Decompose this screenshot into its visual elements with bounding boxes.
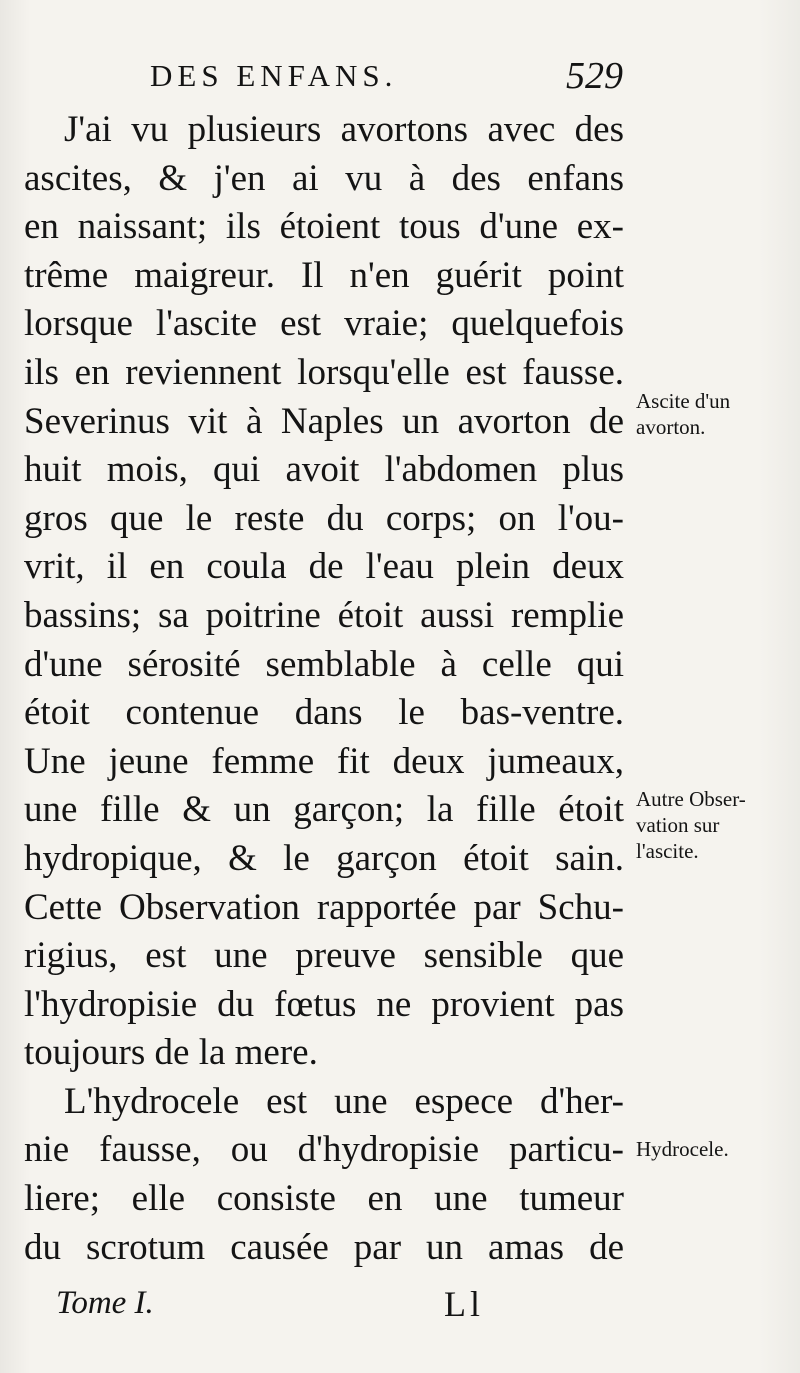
text-line: Cette Observation rapportée par Schu- (24, 886, 624, 928)
text-line: trême maigreur. Il n'en guérit point (24, 254, 624, 296)
margin-note-ascite-avorton (636, 388, 796, 440)
text-line: hydropique, & le garçon étoit sain. (24, 837, 624, 879)
text-line: gros que le reste du corps; on l'ou- (24, 497, 624, 539)
margin-note-line: l'ascite. (636, 839, 699, 863)
page-number: 529 (566, 55, 623, 97)
signature-mark: Ll (444, 1284, 484, 1324)
text-line: l'hydropisie du fœtus ne provient pas (24, 983, 624, 1025)
text-line: L'hydrocele est une espece d'her- (64, 1080, 624, 1122)
text-line: étoit contenue dans le bas-ventre. (24, 692, 624, 734)
text-line: liere; elle consiste en une tumeur (24, 1178, 624, 1220)
margin-note-hydrocele (636, 1136, 796, 1162)
text-line: nie fausse, ou d'hydropisie particu- (24, 1129, 624, 1171)
margin-note-line: Hydrocele. (636, 1137, 729, 1161)
margin-note-line: Autre Obser- (636, 787, 746, 811)
margin-note-line: vation sur (636, 813, 720, 837)
text-line: J'ai vu plusieurs avortons avec des (64, 109, 624, 150)
text-line: d'une sérosité semblable à celle qui (24, 643, 624, 685)
volume-label: Tome I. (56, 1285, 154, 1321)
running-title: DES ENFANS. (150, 58, 398, 93)
text-line: bassins; sa poitrine étoit aussi remplie (24, 594, 624, 636)
text-line: toujours de la mere. (24, 1032, 318, 1074)
text-line: une fille & un garçon; la fille étoit (24, 789, 624, 831)
text-line: du scrotum causée par un amas de (24, 1226, 624, 1268)
text-line: vrit, il en coula de l'eau plein deux (24, 546, 624, 588)
text-line: ils en reviennent lorsqu'elle est fausse. (24, 351, 624, 393)
text-line: Une jeune femme fit deux jumeaux, (24, 740, 624, 782)
text-line: lorsque l'ascite est vraie; quelquefois (24, 303, 624, 345)
text-line: Severinus vit à Naples un avorton de (24, 400, 624, 442)
text-line: huit mois, qui avoit l'abdomen plus (24, 449, 624, 491)
text-line: rigius, est une preuve sensible que (24, 935, 624, 977)
margin-note-line: Ascite d'un (636, 389, 731, 413)
body-text (24, 106, 624, 1272)
margin-note-autre-observation (636, 786, 796, 864)
text-line: en naissant; ils étoient tous d'une ex- (24, 206, 624, 248)
text-line: ascites, & j'en ai vu à des enfans (24, 157, 624, 199)
margin-note-line: avorton. (636, 415, 706, 439)
